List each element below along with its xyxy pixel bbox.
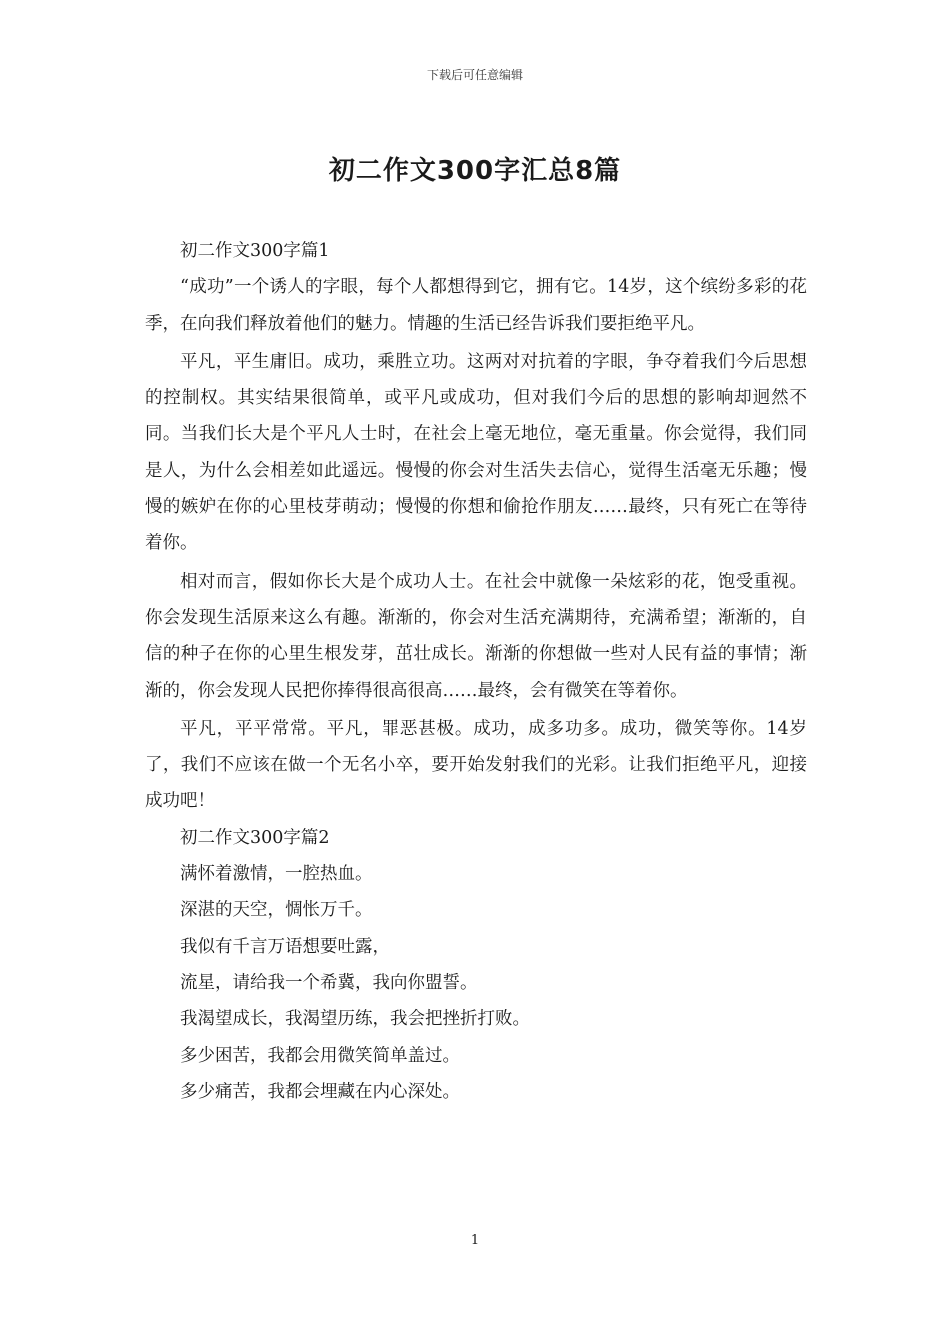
paragraph: 平凡，平生庸旧。成功，乘胜立功。这两对对抗着的字眼，争夺着我们今后思想的控制权。其实结果很简单，或平凡或成功，但对我们今后的思想的影响却迥然不同。当我们长大是个平凡人士时，在社会上毫无地位，毫无重量。你会觉得，我们同是人，为什么会相差如此遥远。慢慢的你会对生活失去信心，觉得生活毫无乐趣；慢慢的嫉妒在你的心里枝芽萌动；慢慢的你想和偷抢作朋友……最终，只有死亡在等待着你。 (145, 351, 807, 554)
poem-line: 多少困苦，我都会用微笑简单盖过。 (180, 1045, 460, 1066)
poem-line: 我似有千言万语想要吐露， (180, 936, 390, 957)
page-header: 下载后可任意编辑 (426, 68, 523, 82)
poem-line: 我渴望成长，我渴望历练，我会把挫折打败。 (180, 1009, 530, 1030)
poem-line: 深湛的天空，惆怅万千。 (180, 900, 373, 921)
paragraph: 平凡，平平常常。平凡，罪恶甚极。成功，成多功多。成功，微笑等你。14岁了，我们不应该在做一个无名小卒，要开始发射我们的光彩。让我们拒绝平凡，迎接成功吧！ (145, 718, 807, 812)
section-heading-1: 初二作文300字篇1 (180, 241, 330, 261)
poem-line: 多少痛苦，我都会埋藏在内心深处。 (180, 1081, 460, 1102)
paragraph: 相对而言，假如你长大是个成功人士。在社会中就像一朵炫彩的花，饱受重视。你会发现生活原来这么有趣。渐渐的，你会对生活充满期待，充满希望；渐渐的，自信的种子在你的心里生根发芽，茁壮成长。渐渐的你想做一些对人民有益的事情；渐渐的，你会发现人民把你捧得很高很高……最终，会有微笑在等着你。 (145, 571, 807, 701)
paragraph: “成功”一个诱人的字眼，每个人都想得到它，拥有它。14岁，这个缤纷多彩的花季，在向我们释放着他们的魅力。情趣的生活已经告诉我们要拒绝平凡。 (145, 277, 807, 334)
document-title: 初二作文300字汇总8篇 (328, 156, 622, 186)
document-body (145, 233, 807, 1110)
poem-line: 流星，请给我一个希冀，我向你盟誓。 (180, 972, 478, 993)
page-number: 1 (470, 1233, 480, 1248)
section-heading-2: 初二作文300字篇2 (180, 827, 330, 848)
poem-line: 满怀着激情，一腔热血。 (180, 864, 373, 885)
